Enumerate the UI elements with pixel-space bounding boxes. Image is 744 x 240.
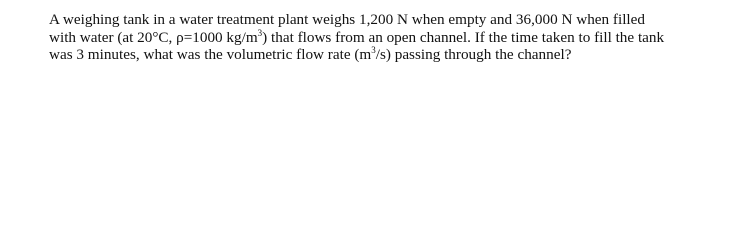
cubic-superscript: 3 <box>257 27 263 38</box>
cubic-superscript: 3 <box>371 45 376 55</box>
problem-line-2 <box>49 29 739 47</box>
problem-line-2-text-a: with water (at 20°C, ρ=1000 kg/m <box>49 28 258 46</box>
problem-line-1: A weighing tank in a water treatment plant weighs 1,200 N when empty and 36,000 N when filled <box>49 11 645 28</box>
problem-line-3 <box>49 46 739 64</box>
problem-line-3-text-b: /s) passing through the channel? <box>375 46 572 63</box>
problem-line-2-text-b: ) that flows from an open channel. If the time taken to fill the tank <box>262 28 665 46</box>
problem-line-3-text-a: was 3 minutes, what was the volumetric flow rate (m <box>49 46 372 63</box>
problem-statement <box>49 11 739 64</box>
